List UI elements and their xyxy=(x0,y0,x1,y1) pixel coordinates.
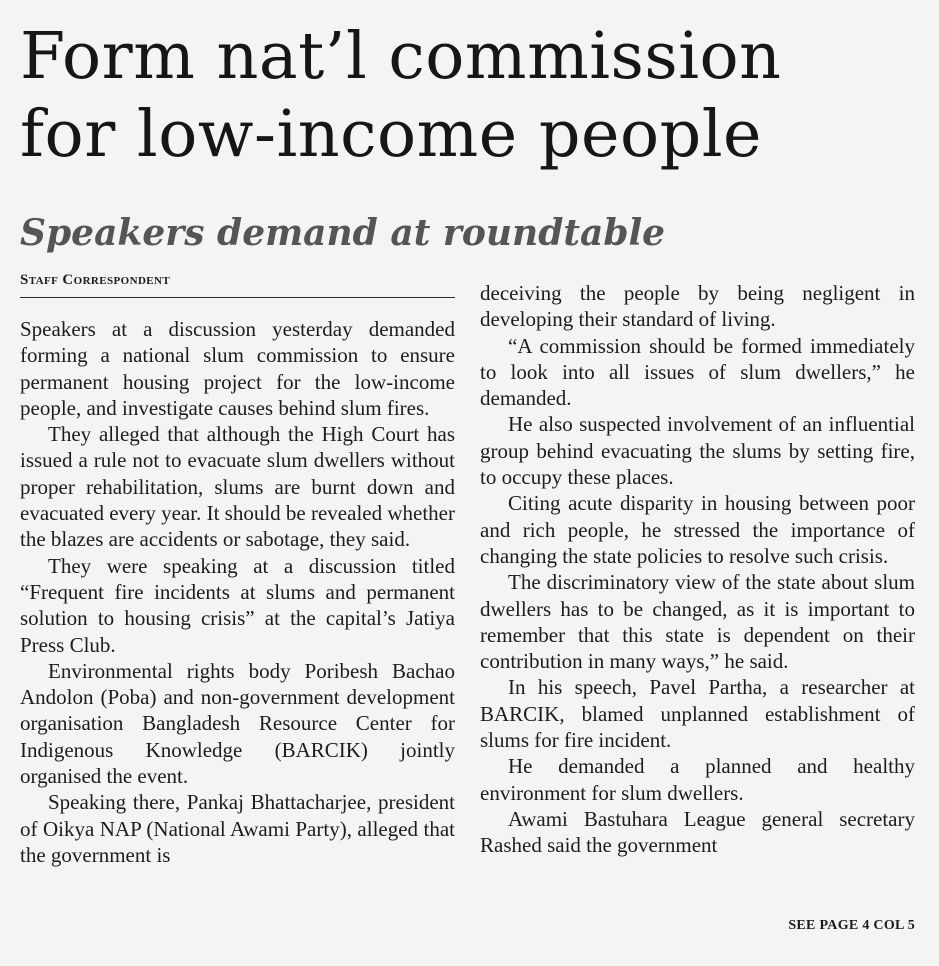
paragraph: Environmental rights body Poribesh Bachao Andolon (Poba) and non-government development organisation Bangladesh Resource Center for Indigenous Knowledge (BARCIK) jointly organised the event. xyxy=(20,658,455,789)
paragraph: Citing acute disparity in housing between poor and rich people, he stressed the importance of changing the state policies to resolve such crisis. xyxy=(480,491,915,568)
headline-line-1: Form nat’l commission xyxy=(20,19,782,94)
paragraph: Speaking there, Pankaj Bhattacharjee, president of Oikya NAP (National Awami Party), alleged that the government is xyxy=(20,790,455,867)
byline: Staff Correspondent xyxy=(20,272,455,298)
headline xyxy=(20,18,930,174)
paragraph: In his speech, Pavel Partha, a researcher at BARCIK, blamed unplanned establishment of slums for fire incident. xyxy=(480,675,915,753)
paragraph: He demanded a planned and healthy environment for slum dwellers. xyxy=(480,754,915,805)
headline-line-2: for low-income people xyxy=(20,97,762,172)
left-column xyxy=(20,316,455,868)
right-column xyxy=(480,280,915,859)
paragraph: deceiving the people by being negligent in developing their standard of living. xyxy=(480,281,915,332)
paragraph: Speakers at a discussion yesterday demanded forming a national slum commission to ensure permanent housing project for the low-income people, and investigate causes behind slum fires. xyxy=(20,317,455,420)
paragraph: They were speaking at a discussion titled “Frequent fire incidents at slums and permanent solution to housing crisis” at the capital’s Jatiya Press Club. xyxy=(20,553,455,657)
paragraph: “A commission should be formed immediately to look into all issues of slum dwellers,” he demanded. xyxy=(480,333,915,411)
continued-on-page-note: SEE PAGE 4 COL 5 xyxy=(788,918,915,933)
paragraph: Awami Bastuhara League general secretary Rashed said the government xyxy=(480,806,915,858)
subheadline: Speakers demand at roundtable xyxy=(20,212,666,254)
paragraph: The discriminatory view of the state about slum dwellers has to be changed, as it is important to remember that this state is dependent on their contribution in many ways,” he said. xyxy=(480,570,915,674)
paragraph: They alleged that although the High Court has issued a rule not to evacuate slum dwellers without proper rehabilitation, slums are burnt down and evacuated every year. It should be revealed whether the blazes are accidents or sabotage, they said. xyxy=(20,422,455,552)
paragraph: He also suspected involvement of an influential group behind evacuating the slums by setting fire, to occupy these places. xyxy=(480,412,915,490)
